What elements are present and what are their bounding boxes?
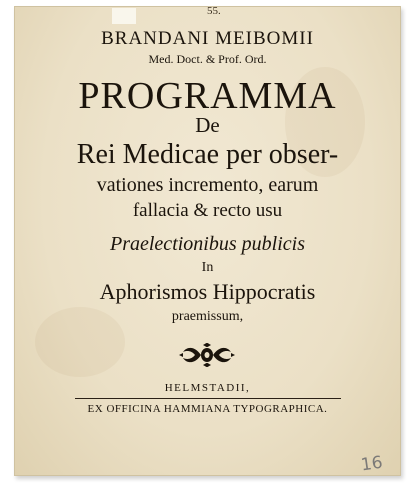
aphorismos-line: Aphorismos Hippocratis [99, 279, 316, 304]
author-name: BRANDANI MEIBOMII [101, 28, 314, 49]
subject-line-2: vationes incremento, earum [96, 174, 319, 196]
title-page [14, 6, 401, 476]
subject-line-1: Rei Medicae per obser- [76, 139, 339, 170]
subtitle-de: De [195, 113, 220, 137]
in-line: In [201, 260, 214, 275]
praelectionibus-line: Praelectionibus publicis [110, 233, 305, 255]
imprint-rule [75, 398, 341, 399]
subject-line-3: fallacia & recto usu [132, 200, 283, 221]
tape-mark [112, 8, 136, 24]
imprint-printer: EX OFFICINA HAMMIANA TYPOGRAPHICA. [87, 403, 328, 415]
author-degree: Med. Doct. & Prof. Ord. [148, 52, 267, 66]
printer-ornament-icon [177, 342, 237, 368]
pencil-annotation: 16 [359, 452, 384, 476]
leaf-number: 55. [207, 6, 221, 17]
praemissum-line: praemissum, [171, 309, 244, 324]
page-title: PROGRAMMA [78, 75, 337, 117]
imprint-place: HELMSTADII, [164, 382, 251, 394]
